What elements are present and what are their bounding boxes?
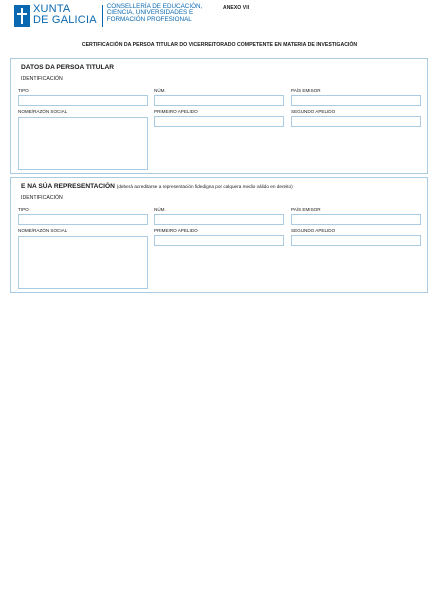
segundo-apelido-label: SEGUNDO APELIDO bbox=[291, 228, 336, 233]
xunta-wordmark bbox=[33, 4, 97, 26]
conselleria-line-3: FORMACIÓN PROFESIONAL bbox=[106, 15, 192, 23]
num-field[interactable] bbox=[154, 214, 284, 225]
logo-line-2: DE GALICIA bbox=[33, 14, 97, 26]
primeiro-apelido-label: PRIMEIRO APELIDO bbox=[154, 109, 198, 114]
pais-emisor-label: PAÍS EMISOR bbox=[291, 88, 321, 93]
num-label: NÚM. bbox=[154, 207, 166, 212]
pais-emisor-label: PAÍS EMISOR bbox=[291, 207, 321, 212]
tipo-label: TIPO bbox=[18, 88, 29, 93]
tipo-label: TIPO bbox=[18, 207, 29, 212]
segundo-apelido-label: SEGUNDO APELIDO bbox=[291, 109, 336, 114]
xunta-logo bbox=[14, 4, 202, 27]
segundo-apelido-field[interactable] bbox=[291, 235, 421, 246]
page-header bbox=[14, 4, 424, 32]
section-note: (deberá acreditarse a representación fidedigna por calquera medio válido en dereito) bbox=[116, 184, 293, 189]
num-field[interactable] bbox=[154, 95, 284, 106]
segundo-apelido-field[interactable] bbox=[291, 116, 421, 127]
conselleria-line-1: CONSELLERÍA DE EDUCACIÓN, bbox=[106, 3, 203, 10]
nome-label: NOME/RAZÓN SOCIAL bbox=[18, 109, 68, 114]
conselleria-name bbox=[107, 4, 203, 23]
logo-line-1: XUNTA bbox=[33, 3, 71, 15]
identification-subheading: IDENTIFICACIÓN bbox=[21, 76, 63, 82]
primeiro-apelido-field[interactable] bbox=[154, 235, 284, 246]
section-title: DATOS DA PERSOA TITULAR bbox=[21, 64, 115, 71]
pais-emisor-field[interactable] bbox=[291, 214, 421, 225]
section-holder-data bbox=[10, 58, 428, 174]
pais-emisor-field[interactable] bbox=[291, 95, 421, 106]
tipo-field[interactable] bbox=[18, 214, 148, 225]
xunta-cross-icon bbox=[14, 5, 30, 27]
primeiro-apelido-field[interactable] bbox=[154, 116, 284, 127]
nome-field[interactable] bbox=[18, 236, 148, 289]
primeiro-apelido-label: PRIMEIRO APELIDO bbox=[154, 228, 198, 233]
identification-subheading: IDENTIFICACIÓN bbox=[21, 195, 63, 201]
section-title bbox=[21, 183, 293, 190]
conselleria-line-2: CIENCIA, UNIVERSIDADES E bbox=[106, 9, 194, 17]
tipo-field[interactable] bbox=[18, 95, 148, 106]
nome-field[interactable] bbox=[18, 117, 148, 170]
section-title-text: E NA SÚA REPRESENTACIÓN bbox=[21, 183, 115, 190]
nome-label: NOME/RAZÓN SOCIAL bbox=[18, 228, 68, 233]
logo-divider bbox=[102, 5, 103, 27]
section-representative bbox=[10, 177, 428, 293]
annex-label: ANEXO VII bbox=[223, 5, 250, 11]
document-title: CERTIFICACIÓN DA PERSOA TITULAR DO VICERREITORADO COMPETENTE EN MATERIA DE INVESTIGACIÓN bbox=[81, 42, 358, 48]
num-label: NÚM. bbox=[154, 88, 166, 93]
